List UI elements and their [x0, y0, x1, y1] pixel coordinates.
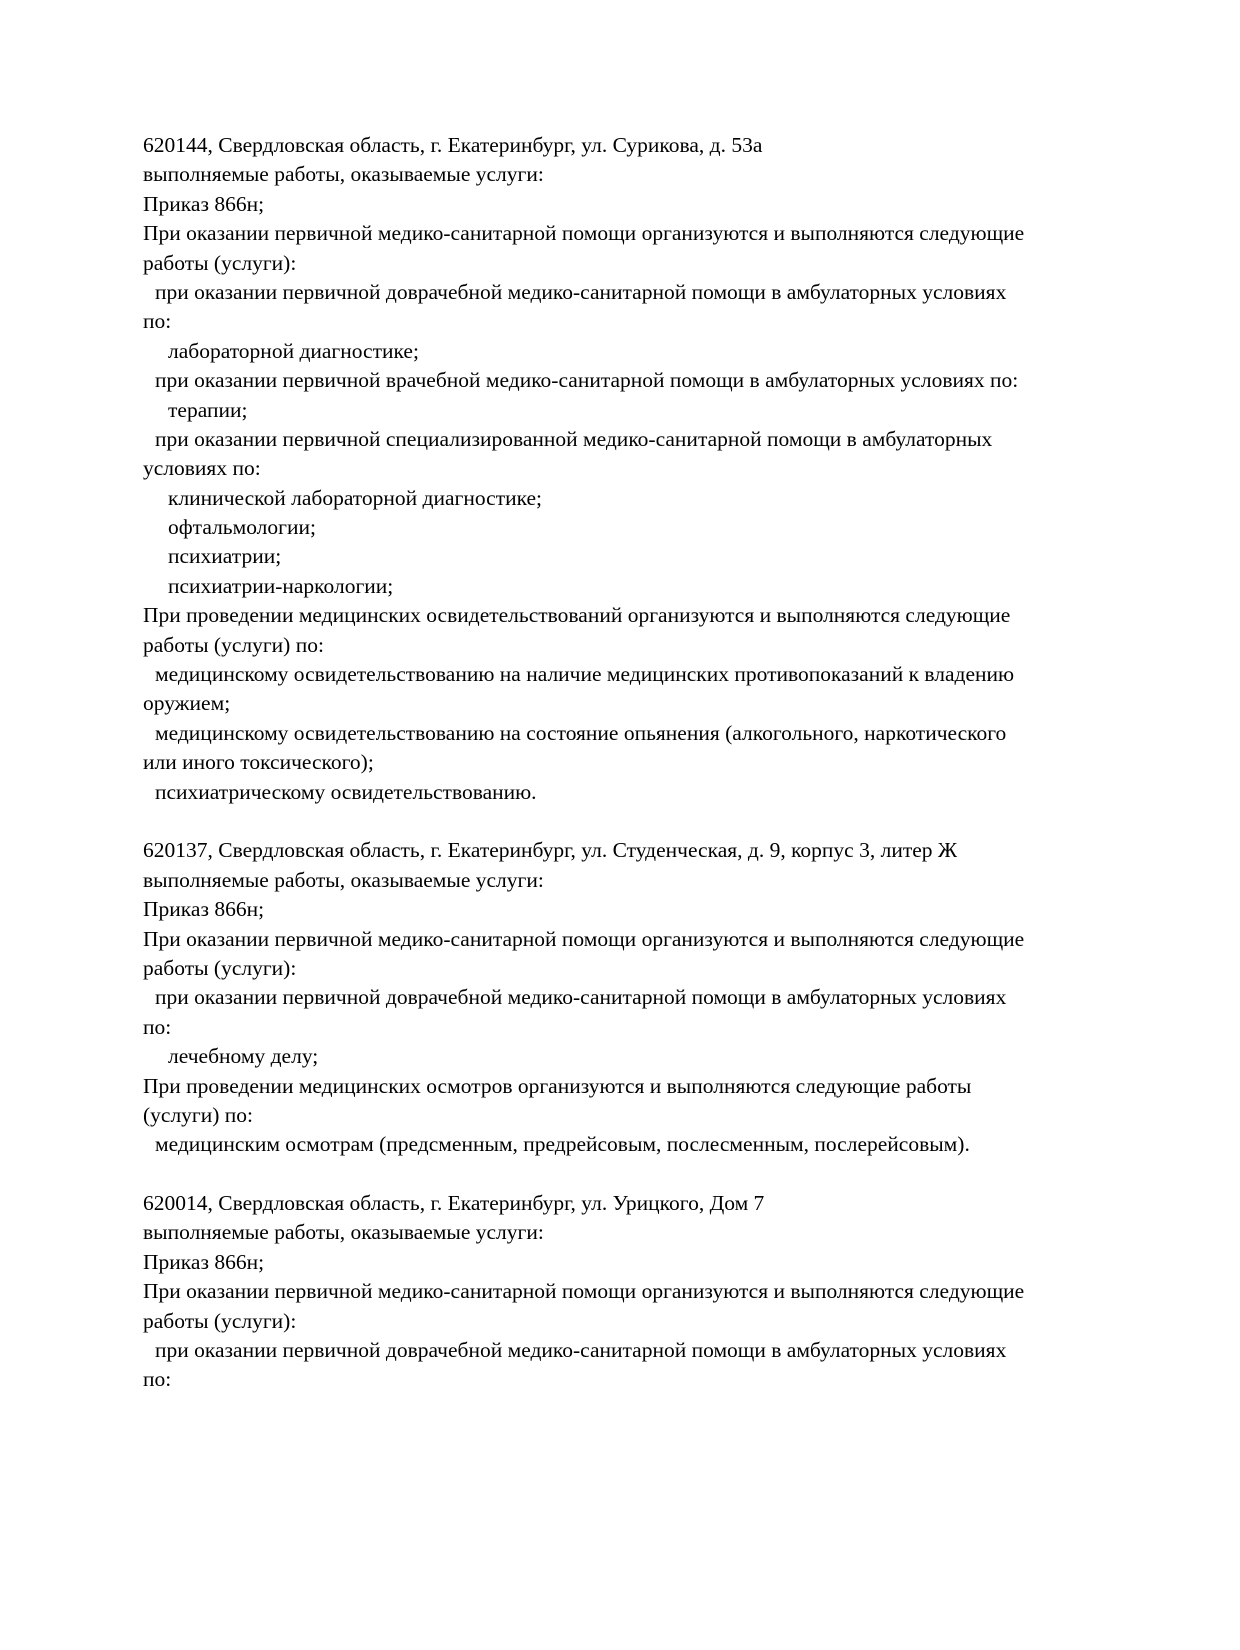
text-line: Приказ 866н;	[143, 897, 265, 922]
address-line: 620137, Свердловская область, г. Екатеринбург, ул. Студенческая, д. 9, корпус 3, литер Ж	[143, 838, 958, 863]
text-line: при оказании первичной доврачебной медико-санитарной помощи в амбулаторных условиях	[155, 1338, 1007, 1363]
text-line: лечебному делу;	[168, 1044, 319, 1069]
text-line: при оказании первичной специализированной медико-санитарной помощи в амбулаторных	[155, 426, 993, 451]
text-line: При оказании первичной медико-санитарной помощи организуются и выполняются следующие	[143, 926, 1025, 951]
text-line: по:	[143, 1014, 172, 1039]
text-line: работы (услуги) по:	[143, 632, 324, 657]
text-line: условиях по:	[143, 456, 261, 481]
text-line: лабораторной диагностике;	[168, 338, 419, 363]
text-line: Приказ 866н;	[143, 1249, 265, 1274]
text-line: медицинскому освидетельствованию на состояние опьянения (алкогольного, наркотического	[155, 720, 1007, 745]
text-line: психиатрическому освидетельствованию.	[155, 779, 537, 804]
text-line: При проведении медицинских осмотров организуются и выполняются следующие работы	[143, 1073, 972, 1098]
text-line: при оказании первичной доврачебной медико-санитарной помощи в амбулаторных условиях	[155, 985, 1007, 1010]
text-line: работы (услуги):	[143, 1308, 297, 1333]
text-line: оружием;	[143, 691, 231, 716]
text-line: при оказании первичной доврачебной медико-санитарной помощи в амбулаторных условиях	[155, 279, 1007, 304]
address-block	[143, 131, 1143, 807]
text-line: выполняемые работы, оказываемые услуги:	[143, 162, 544, 187]
address-line: 620014, Свердловская область, г. Екатеринбург, ул. Урицкого, Дом 7	[143, 1191, 765, 1216]
text-line: При оказании первичной медико-санитарной помощи организуются и выполняются следующие	[143, 221, 1025, 246]
text-line: При проведении медицинских освидетельствований организуются и выполняются следующие	[143, 603, 1011, 628]
address-block	[143, 836, 1143, 1159]
text-line: офтальмологии;	[168, 515, 316, 540]
text-line: по:	[143, 1367, 172, 1392]
text-line: медицинским осмотрам (предсменным, предрейсовым, послесменным, послерейсовым).	[155, 1132, 970, 1157]
text-line: работы (услуги):	[143, 250, 297, 275]
text-line: при оказании первичной врачебной медико-санитарной помощи в амбулаторных условиях по:	[155, 368, 1019, 393]
text-line: клинической лабораторной диагностике;	[168, 485, 543, 510]
text-line: Приказ 866н;	[143, 191, 265, 216]
text-line: (услуги) по:	[143, 1102, 254, 1127]
address-line: 620144, Свердловская область, г. Екатеринбург, ул. Сурикова, д. 53а	[143, 133, 763, 157]
text-line: по:	[143, 309, 172, 334]
text-line: выполняемые работы, оказываемые услуги:	[143, 867, 544, 892]
text-line: При оказании первичной медико-санитарной помощи организуются и выполняются следующие	[143, 1279, 1025, 1304]
block-spacer	[143, 807, 1143, 836]
document-body	[143, 131, 1143, 1395]
text-line: медицинскому освидетельствованию на наличие медицинских противопоказаний к владению	[155, 662, 1015, 687]
text-line: выполняемые работы, оказываемые услуги:	[143, 1220, 544, 1245]
text-line: или иного токсического);	[143, 750, 374, 775]
text-line: психиатрии-наркологии;	[168, 573, 394, 598]
block-spacer	[143, 1160, 1143, 1189]
text-line: терапии;	[168, 397, 248, 422]
text-line: психиатрии;	[168, 544, 282, 569]
text-line: работы (услуги):	[143, 955, 297, 980]
address-block	[143, 1189, 1143, 1395]
